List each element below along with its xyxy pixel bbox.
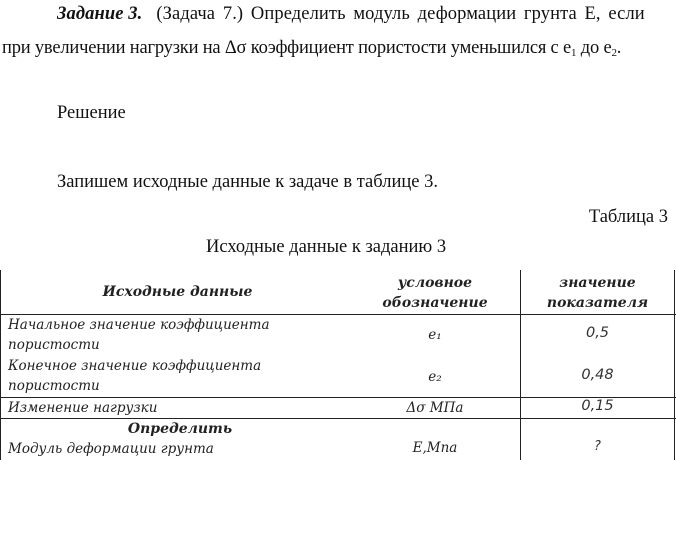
find-row-symbol: E,Мпа: [412, 440, 458, 456]
find-row-value: ?: [594, 439, 601, 454]
task-statement-line1: [57, 4, 645, 25]
subscript-2: 2: [611, 47, 617, 59]
task-text-line1: (Задача 7.) Определить модуль деформации грунта E, если: [156, 4, 645, 24]
row2-label-line2: пористости: [8, 378, 100, 394]
task-label: Задание 3.: [57, 4, 143, 24]
find-row-label: Модуль деформации грунта: [8, 441, 214, 457]
row1-label-line2: пористости: [8, 337, 100, 353]
task-statement-line2: [2, 38, 621, 59]
solution-heading: Решение: [57, 103, 126, 123]
task-text-line2-mid: до e: [576, 38, 612, 58]
table-row-initial-porosity-label: [8, 315, 270, 355]
header-symbol-line1: условное: [397, 275, 473, 291]
section-heading-determine: Определить: [127, 421, 233, 437]
table-caption: Таблица 3: [588, 207, 668, 227]
header-value-line1: значение: [559, 275, 636, 291]
header-symbol-line2: обозначение: [382, 295, 488, 311]
header-value: [520, 273, 675, 313]
row1-label-line1: Начальное значение коэффициента: [8, 317, 270, 333]
row2-value: 0,48: [581, 367, 614, 383]
row1-value: 0,5: [585, 325, 610, 341]
row2-symbol: e₂: [428, 369, 442, 385]
header-source-data: Исходные данные: [102, 284, 253, 300]
row3-symbol: Δσ МПа: [406, 400, 464, 416]
source-data-table: [0, 270, 676, 460]
intro-text: Запишем исходные данные к задаче в таблице 3.: [57, 172, 438, 192]
header-symbol: [350, 273, 520, 313]
task-text-line2: при увеличении нагрузки на Δσ коэффициент пористости уменьшился с e: [2, 38, 572, 58]
task-text-line2-end: .: [616, 38, 622, 58]
row2-label-line1: Конечное значение коэффициента: [8, 358, 262, 374]
row3-label: Изменение нагрузки: [8, 400, 158, 416]
header-value-line2: показателя: [546, 295, 649, 311]
table-title: Исходные данные к заданию 3: [206, 237, 447, 257]
table-row-final-porosity-label: [8, 356, 261, 396]
row3-value: 0,15: [581, 398, 614, 414]
row1-symbol: e₁: [428, 327, 442, 343]
subscript-1: 1: [571, 47, 577, 59]
